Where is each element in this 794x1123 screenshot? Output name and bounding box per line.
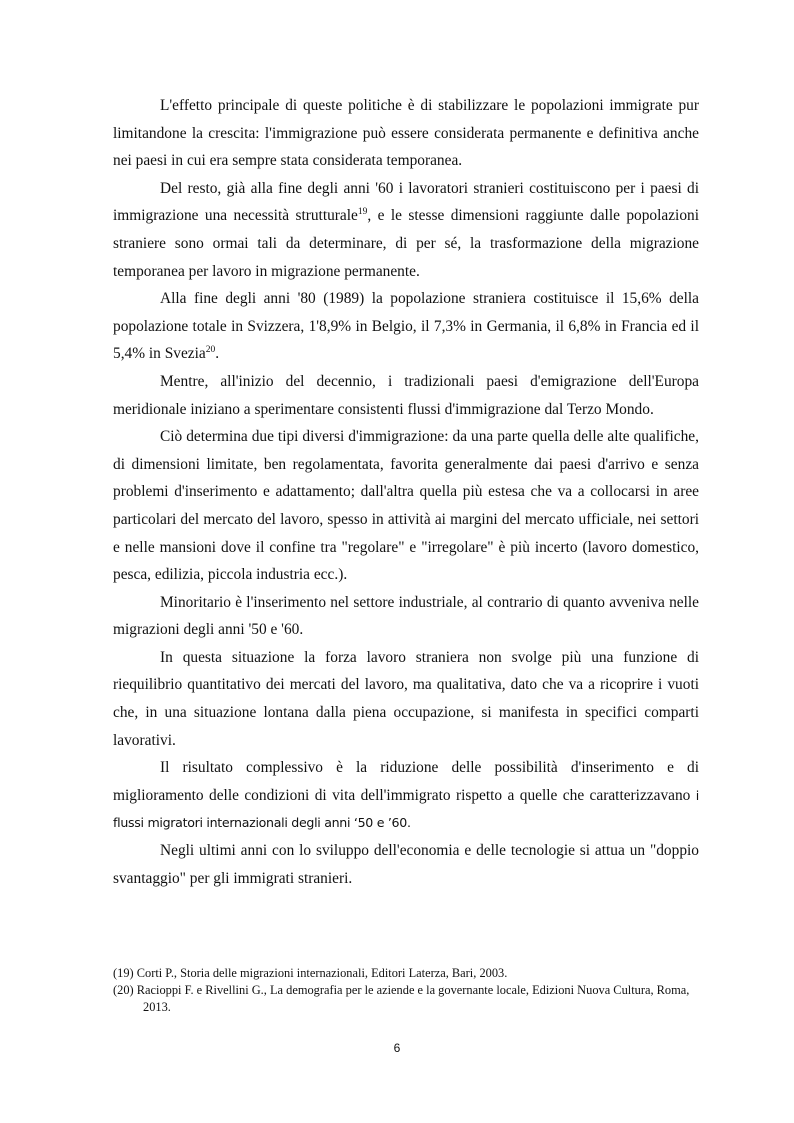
paragraph: Negli ultimi anni con lo sviluppo dell'economia e delle tecnologie si attua un "doppio svantaggio" per gli immigrati stranieri. (113, 842, 699, 887)
paragraph-text: Il risultato complessivo è la riduzione delle possibilità d'inserimento e di miglioramento delle condizioni di vita dell'immigrato rispetto a quelle che caratterizzavano (113, 759, 699, 804)
footnote-ref: 19 (357, 207, 368, 218)
paragraph-text: Del resto, già alla fine degli anni '60 i lavoratori stranieri costituiscono per i paesi di immigrazione una necessità strutturale (113, 179, 699, 225)
footnote: (19) Corti P., Storia delle migrazioni internazionali, Editori Laterza, Bari, 2003. (113, 966, 508, 980)
paragraph-text-alt-font: i flussi migratori internazionali degli anni ‘50 e ’60. (113, 787, 699, 831)
paragraph (113, 285, 699, 368)
page-number: 6 (393, 1041, 401, 1055)
paragraph: Minoritario è l'inserimento nel settore industriale, al contrario di quanto avveniva nelle migrazioni degli anni '50 e '60. (113, 593, 699, 639)
paragraph: Ciò determina due tipi diversi d'immigrazione: da una parte quella delle alte qualifiche, di dimensioni limitate, ben regolamentata, favorita generalmente dai paesi d'arrivo e senza problemi d'inserimento e adattamento; dall'altra quella più estesa che va a collocarsi in aree particolari del mercato del lavoro, spesso in attività ai margini del mercato ufficiale, nei settori e nelle mansioni dove il confine tra "regolare" e "irregolare" è più incerto (lavoro domestico, pesca, edilizia, piccola industria ecc.). (113, 428, 699, 584)
footnote-ref: 20 (205, 345, 216, 356)
footnotes (113, 965, 703, 1016)
paragraph-text: Alla fine degli anni '80 (1989) la popolazione straniera costituisce il 15,6% della popolazione totale in Svizzera, 1'8,9% in Belgio, il 7,3% in Germania, il 6,8% in Francia ed il 5,4% in Svezia (113, 290, 699, 363)
paragraph: Mentre, all'inizio del decennio, i tradizionali paesi d'emigrazione dell'Europa meridionale iniziano a sperimentare consistenti flussi d'immigrazione dal Terzo Mondo. (113, 372, 699, 418)
paragraph (113, 175, 699, 285)
paragraph: In questa situazione la forza lavoro straniera non svolge più una funzione di riequilibrio quantitativo dei mercati del lavoro, ma qualitativa, dato che va a ricoprire i vuoti che, in una situazione lontana dalla piena occupazione, si manifesta in specifici comparti lavorativi. (113, 648, 699, 749)
paragraph (113, 754, 699, 837)
paragraph-text: . (215, 345, 220, 363)
body-text (113, 92, 699, 892)
paragraph-text: , e le stesse dimensioni raggiunte dalle popolazioni straniere sono ormai tali da determinare, di per sé, la trasformazione della migrazione temporanea per lavoro in migrazione permanente. (113, 207, 699, 280)
footnote: (20) Racioppi F. e Rivellini G., La demografia per le aziende e la governante locale, Edizioni Nuova Cultura, Roma, 2013. (113, 983, 690, 1014)
paragraph: L'effetto principale di queste politiche è di stabilizzare le popolazioni immigrate pur limitandone la crescita: l'immigrazione può essere considerata permanente e definitiva anche nei paesi in cui era sempre stata considerata temporanea. (113, 97, 699, 170)
